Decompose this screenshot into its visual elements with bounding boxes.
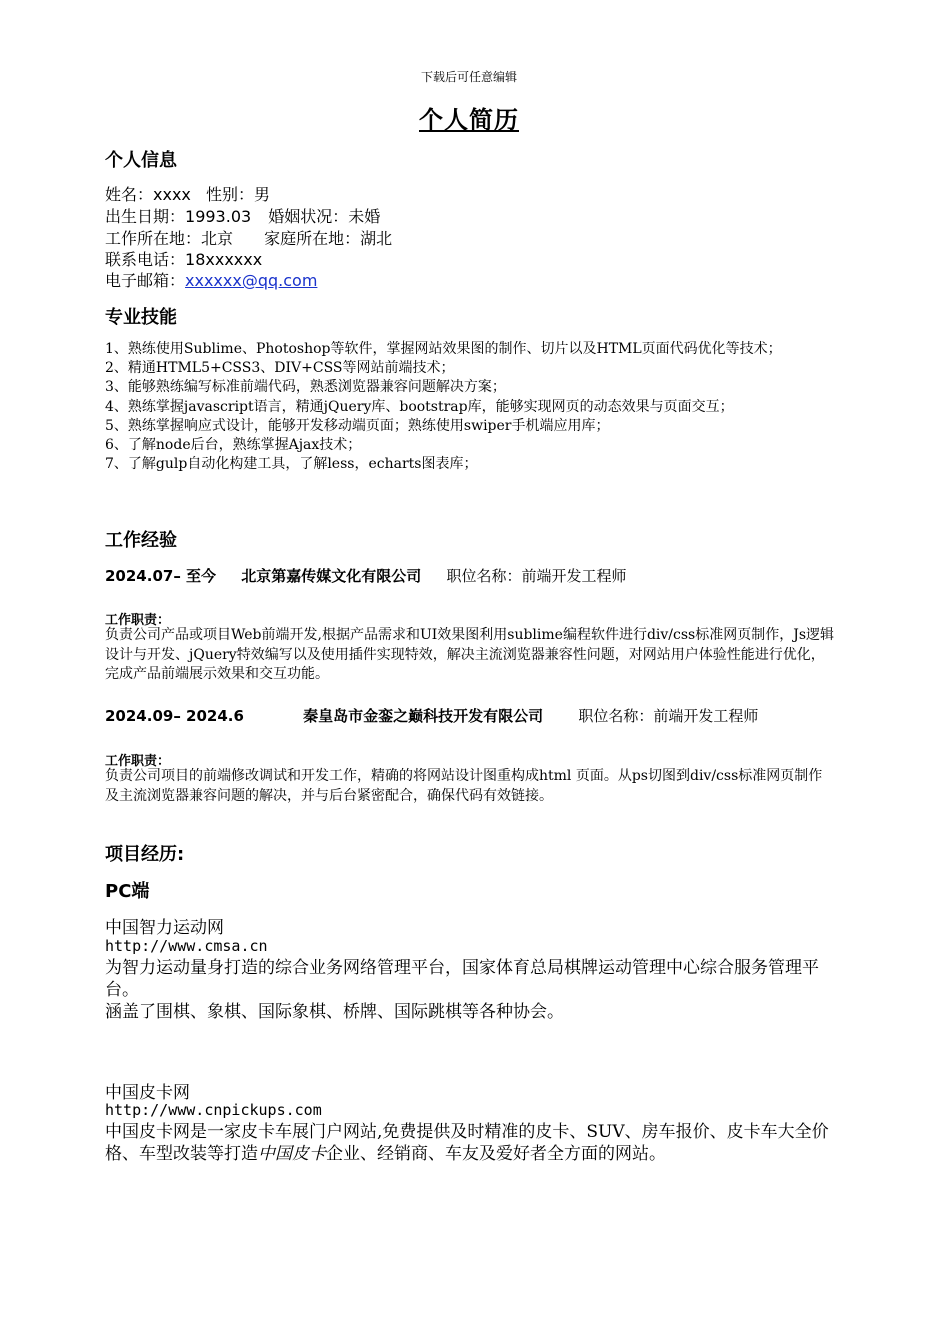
job-title: 职位名称：前端开发工程师	[578, 707, 759, 725]
project-name: 中国皮卡网	[105, 1083, 190, 1103]
project-name: 中国智力运动网	[105, 918, 224, 938]
job-company: 秦皇岛市金銮之巅科技开发有限公司	[303, 707, 544, 725]
duty-label: 工作职责：	[105, 613, 171, 628]
name-label: 姓名：	[105, 185, 154, 204]
phone-row	[105, 247, 262, 270]
skill-item: 2、精通HTML5+CSS3、DIV+CSS等网站前端技术；	[105, 360, 455, 377]
marital-label: 婚姻状况：未婚	[268, 207, 381, 226]
project-description	[105, 957, 840, 1023]
job-title: 职位名称：前端开发工程师	[446, 567, 627, 585]
project-desc-text: 中国皮卡网是一家皮卡车展门户网站,免费提供及时精准的皮卡、SUV、房车报价、皮卡车大全价格、车型改装等打造	[105, 1122, 829, 1164]
job-period: 2024.09– 2024.6	[105, 707, 244, 725]
project-desc-italic: 中国皮卡	[258, 1144, 326, 1164]
skill-item: 4、熟练掌握javascript语言，精通jQuery库、bootstrap库，能够实现网页的动态效果与页面交互；	[105, 398, 734, 415]
project-desc-line: 为智力运动量身打造的综合业务网络管理平台，国家体育总局棋牌运动管理中心综合服务管理平台。	[105, 958, 819, 1000]
skills-heading: 专业技能	[105, 307, 177, 328]
job-header	[105, 705, 758, 726]
birth-label: 出生日期：	[105, 207, 186, 226]
skill-item: 1、熟练使用Sublime、Photoshop等软件，掌握网站效果图的制作、切片以及HTML页面代码优化等技术；	[105, 341, 782, 357]
project-desc-text: 企业、经销商、车友及爱好者全方面的网站。	[326, 1144, 666, 1164]
projects-heading: 项目经历:	[105, 844, 185, 865]
project-desc-line: 涵盖了围棋、象棋、国际象棋、桥牌、国际跳棋等各种协会。	[105, 1002, 564, 1022]
email-link[interactable]: xxxxxx@qq.com	[185, 271, 318, 290]
gender-label: 性别：男	[205, 185, 270, 204]
birth-marital-row	[105, 204, 380, 227]
personal-info-heading: 个人信息	[105, 150, 177, 171]
skill-item: 3、能够熟练编写标准前端代码，熟悉浏览器兼容问题解决方案；	[105, 379, 506, 396]
email-row	[105, 268, 498, 291]
project-description	[105, 1121, 840, 1165]
skill-item: 6、了解node后台，熟练掌握Ajax技术；	[105, 437, 362, 454]
home-location: 家庭所在地：湖北	[264, 229, 393, 248]
birth-value: 1993.03	[185, 207, 252, 226]
skill-item: 5、熟练掌握响应式设计，能够开发移动端页面；熟练使用swiper手机端应用库；	[105, 417, 610, 434]
header-note: 下载后可任意编辑	[420, 70, 517, 84]
phone-value: 18xxxxxx	[185, 250, 263, 269]
page-title: 个人简历	[419, 106, 519, 134]
job-period: 2024.07– 至今	[105, 567, 217, 585]
project-url[interactable]: http://www.cnpickups.com	[105, 1101, 322, 1119]
job-company: 北京第嘉传媒文化有限公司	[241, 567, 422, 585]
pc-subheading: PC端	[105, 881, 150, 902]
location-row	[105, 226, 392, 249]
job-duty: 负责公司项目的前端修改调试和开发工作，精确的将网站设计图重构成html 页面。从ps切图到div/css标准网页制作及主流浏览器兼容问题的解决，并与后台紧密配合，确保代码有效链接。	[105, 768, 823, 804]
job-header	[105, 565, 627, 586]
work-heading: 工作经验	[105, 530, 177, 551]
project-url[interactable]: http://www.cmsa.cn	[105, 937, 268, 955]
job-duty: 负责公司产品或项目Web前端开发,根据产品需求和UI效果图利用sublime编程软件进行div/css标准网页制作，Js逻辑设计与开发、jQuery特效编写以及使用插件实现特效，解决主流浏览器兼容性问题，对网站用户体验性能进行优化，完成产品前端展示效果和交互功能。	[105, 627, 835, 682]
work-location: 工作所在地：北京	[105, 229, 234, 248]
name-value: xxxx	[153, 185, 191, 204]
name-gender-row	[105, 182, 270, 205]
skills-list	[105, 340, 835, 474]
email-label: 电子邮箱：	[105, 271, 186, 290]
skill-item: 7、了解gulp自动化构建工具，了解less，echarts图表库；	[105, 456, 478, 473]
phone-label: 联系电话：	[105, 250, 186, 269]
duty-label: 工作职责：	[105, 754, 171, 769]
